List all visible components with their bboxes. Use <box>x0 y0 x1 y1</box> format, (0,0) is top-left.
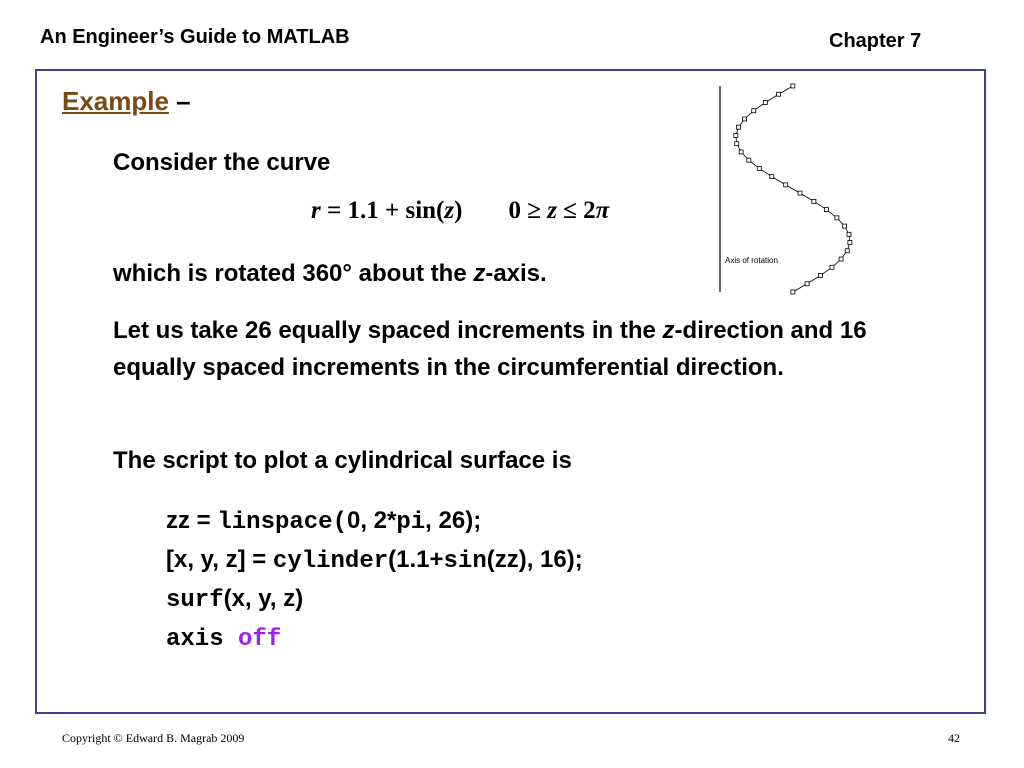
curve-marker <box>791 84 795 88</box>
eq-range-1: 0 ≥ <box>508 197 548 224</box>
curve-figure <box>700 78 980 300</box>
code-l1-fn: linspace <box>217 509 333 536</box>
code-l1-c: 0, 2* <box>346 507 397 534</box>
curve-marker <box>763 100 767 104</box>
curve-marker <box>739 150 743 154</box>
curve-marker <box>847 232 851 236</box>
page-number: 42 <box>948 731 960 745</box>
curve-marker <box>735 142 739 146</box>
increments-text <box>113 312 873 386</box>
copyright: Copyright © Edward B. Magrab 2009 <box>62 731 245 745</box>
example-dash: – <box>168 86 191 116</box>
curve-marker <box>839 257 843 261</box>
code-block <box>166 502 583 658</box>
code-l2-c: (zz), 16); <box>486 546 583 573</box>
code-l3-fn: surf <box>166 587 224 614</box>
curve-marker <box>798 191 802 195</box>
header-title: An Engineer’s Guide to MATLAB <box>40 26 350 48</box>
rotated-pre: which is rotated 360° about the <box>113 260 474 287</box>
curve-marker <box>812 199 816 203</box>
equation <box>311 197 609 225</box>
eq-lhs: r <box>311 197 321 224</box>
eq-rhs-var: z <box>444 197 455 224</box>
increments-pre: Let us take 26 equally spaced increments in the <box>113 317 663 344</box>
consider-text: Consider the curve <box>113 149 331 176</box>
rotated-var: z <box>473 260 486 287</box>
example-label: Example <box>62 86 169 116</box>
rotated-text <box>113 255 547 292</box>
eq-range-2: ≤ 2 <box>556 197 596 224</box>
curve-marker <box>845 249 849 253</box>
curve-marker <box>824 208 828 212</box>
increments-var: z <box>662 317 675 344</box>
eq-rhs-2: ) <box>454 197 463 224</box>
rotated-post: -axis. <box>485 260 547 287</box>
code-l3-b: (x, y, z) <box>223 585 304 612</box>
eq-rhs-1: = 1.1 + sin( <box>320 197 445 224</box>
curve-marker <box>835 216 839 220</box>
curve-marker <box>843 224 847 228</box>
example-heading <box>62 86 191 117</box>
curve-marker <box>784 183 788 187</box>
curve-marker <box>791 290 795 294</box>
code-l2-b: (1.1+ <box>388 546 444 573</box>
curve-marker <box>747 158 751 162</box>
curve-marker <box>737 125 741 129</box>
increments-post: -direction and 16 equally spaced increments in the circumferential direction. <box>113 317 867 381</box>
curve-marker <box>777 92 781 96</box>
curve-marker <box>830 265 834 269</box>
script-intro: The script to plot a cylindrical surface is <box>113 447 572 474</box>
curve-marker <box>757 166 761 170</box>
code-l4-a: axis <box>166 626 239 653</box>
eq-range-pi: π <box>595 197 610 224</box>
axis-of-rotation-label: Axis of rotation <box>725 256 778 265</box>
eq-range-var: z <box>547 197 557 224</box>
code-l2-a: [x, y, z] = <box>166 546 273 573</box>
code-l2-sin: sin <box>443 548 487 575</box>
code-l1-a: zz = <box>166 507 218 534</box>
code-line-4 <box>166 619 583 658</box>
code-l1-b: ( <box>332 509 347 536</box>
chapter-label: Chapter 7 <box>829 30 922 52</box>
code-l4-b: off <box>238 626 282 653</box>
curve-marker <box>752 109 756 113</box>
curve-marker <box>770 175 774 179</box>
code-line-1 <box>166 502 583 541</box>
code-l1-pi: pi <box>396 509 426 536</box>
code-l2-fn: cylinder <box>272 548 389 575</box>
curve-marker <box>743 117 747 121</box>
code-l1-d: , 26); <box>425 507 482 534</box>
code-line-3 <box>166 580 583 619</box>
curve-marker <box>848 241 852 245</box>
curve-marker <box>805 282 809 286</box>
curve-marker <box>818 274 822 278</box>
code-line-2 <box>166 541 583 580</box>
curve-marker <box>734 133 738 137</box>
